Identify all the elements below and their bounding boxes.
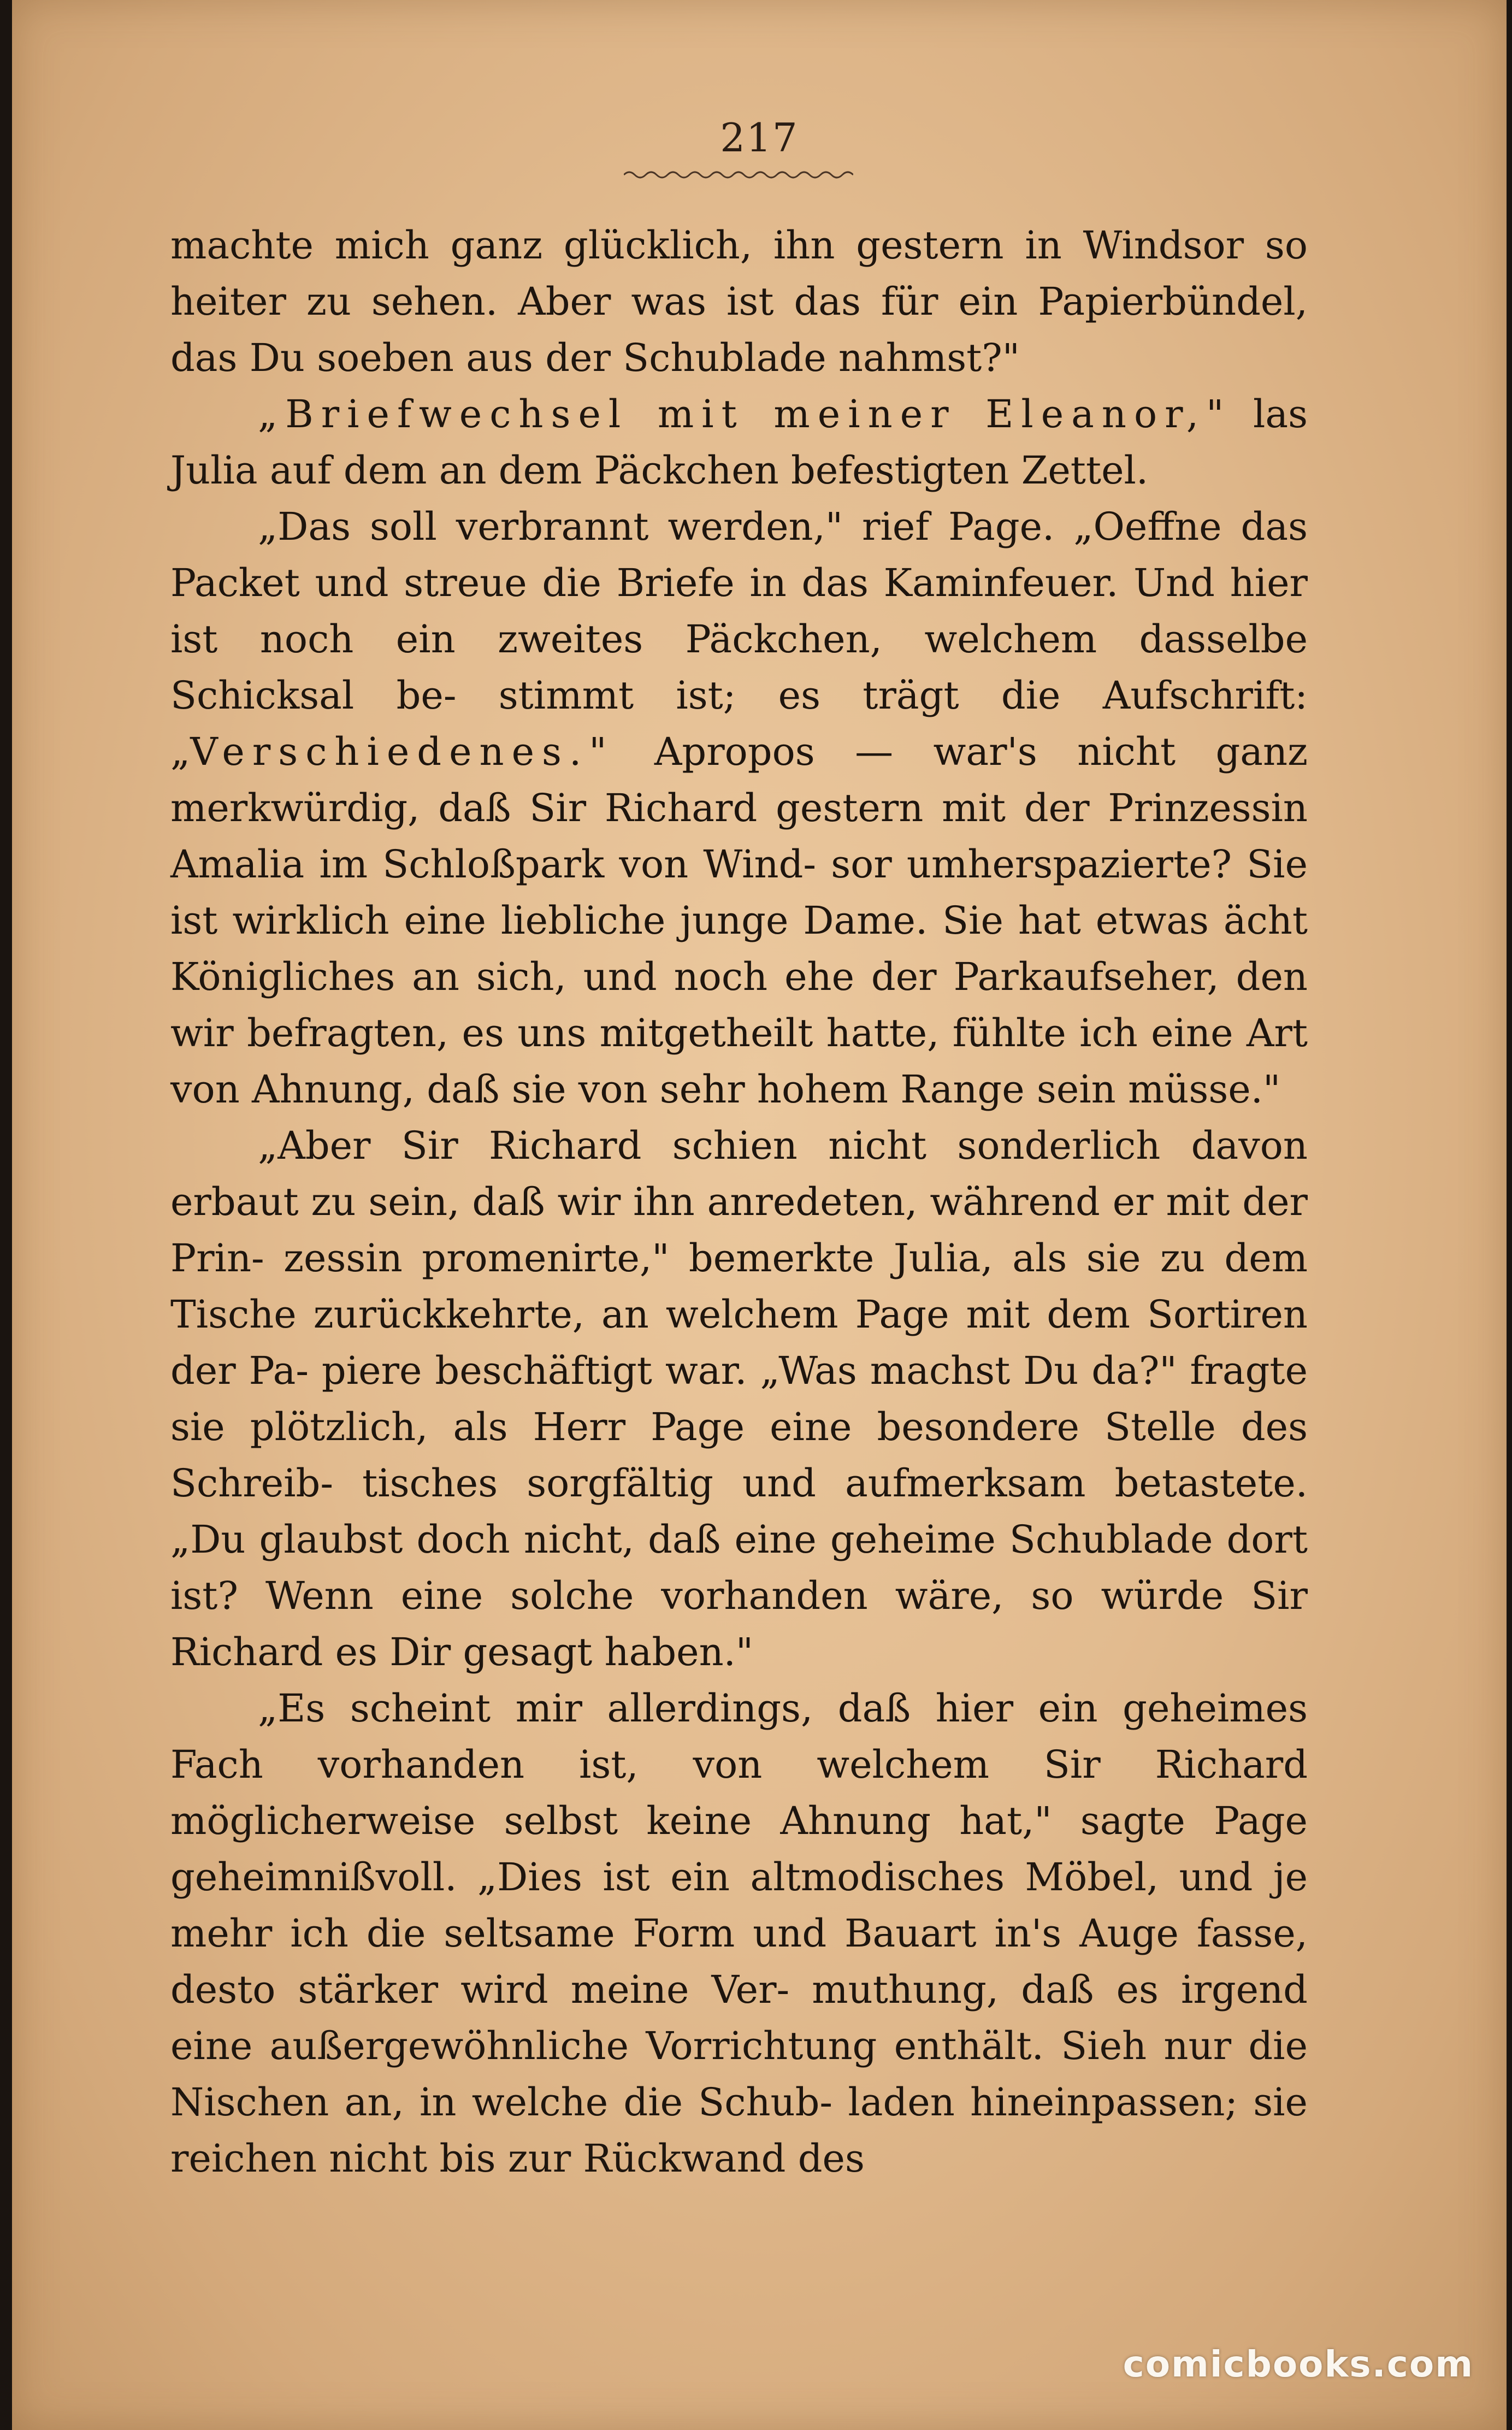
- paragraph-3-spaced-title: Verschiedenes.": [190, 729, 615, 774]
- page-number: 217: [720, 115, 799, 161]
- page-body-text: [170, 217, 1308, 2187]
- paragraph-1-text: machte mich ganz glücklich, ihn gestern in Windsor so heiter zu sehen. Aber was ist das für ein Papierbündel, das Du soeben aus der Schublade nahmst?": [170, 223, 1308, 380]
- book-page: [12, 0, 1507, 2430]
- paragraph-4: [170, 1118, 1308, 1680]
- watermark: comicbooks.com: [1123, 2343, 1474, 2385]
- paragraph-1: [170, 217, 1308, 386]
- paragraph-4-text: „Aber Sir Richard schien nicht sonderlich davon erbaut zu sein, daß wir ihn anredeten, während er mit der Prin- zessin promenirte," bemerkte Julia, als sie zu dem Tische zurückkehrte, an welchem Page mit dem Sortiren der Pa- piere beschäftigt war. „Was machst Du da?" fragte sie plötzlich, als Herr Page eine besondere Stelle des Schreib- tisches sorgfältig und aufmerksam betastete. „Du glaubst doch nicht, daß eine geheime Schublade dort ist? Wenn eine solche vorhanden wäre, so würde Sir Richard es Dir gesagt haben.": [170, 1123, 1308, 1674]
- paragraph-3-text-after: Apropos — war's nicht ganz merkwürdig, daß Sir Richard gestern mit der Prinzessin Amalia im Schloßpark von Wind- sor umherspazierte? Sie ist wirklich eine liebliche junge Dame. Sie hat etwas ächt Königliches an sich, und noch ehe der Parkaufseher, den wir befragten, es uns mitgetheilt hatte, fühlte ich eine Art von Ahnung, daß sie von sehr hohem Range sein müsse.": [170, 729, 1308, 1112]
- paragraph-3: [170, 499, 1308, 1118]
- paragraph-2-text: las Julia auf dem an dem Päckchen befestigten Zettel.: [170, 392, 1308, 493]
- paragraph-5: [170, 1680, 1308, 2187]
- paragraph-2: [170, 386, 1308, 499]
- ornament-divider: [624, 168, 853, 181]
- paragraph-3-text: „Das soll verbrannt werden," rief Page. „Oeffne das Packet und streue die Briefe in das Kaminfeuer. Und hier ist noch ein zweites Päckchen, welchem dasselbe Schicksal be- stimmt ist; es trägt die Aufschrift: „: [170, 504, 1308, 774]
- paragraph-2-spaced-title: „Briefwechsel mit meiner Eleanor,": [258, 392, 1232, 437]
- paragraph-5-text: „Es scheint mir allerdings, daß hier ein geheimes Fach vorhanden ist, von welchem Sir Richard möglicherweise selbst keine Ahnung hat," sagte Page geheimnißvoll. „Dies ist ein altmodisches Möbel, und je mehr ich die seltsame Form und Bauart in's Auge fasse, desto stärker wird meine Ver- muthung, daß es irgend eine außergewöhnliche Vorrichtung enthält. Sieh nur die Nischen an, in welche die Schub- laden hineinpassen; sie reichen nicht bis zur Rückwand des: [170, 1686, 1308, 2181]
